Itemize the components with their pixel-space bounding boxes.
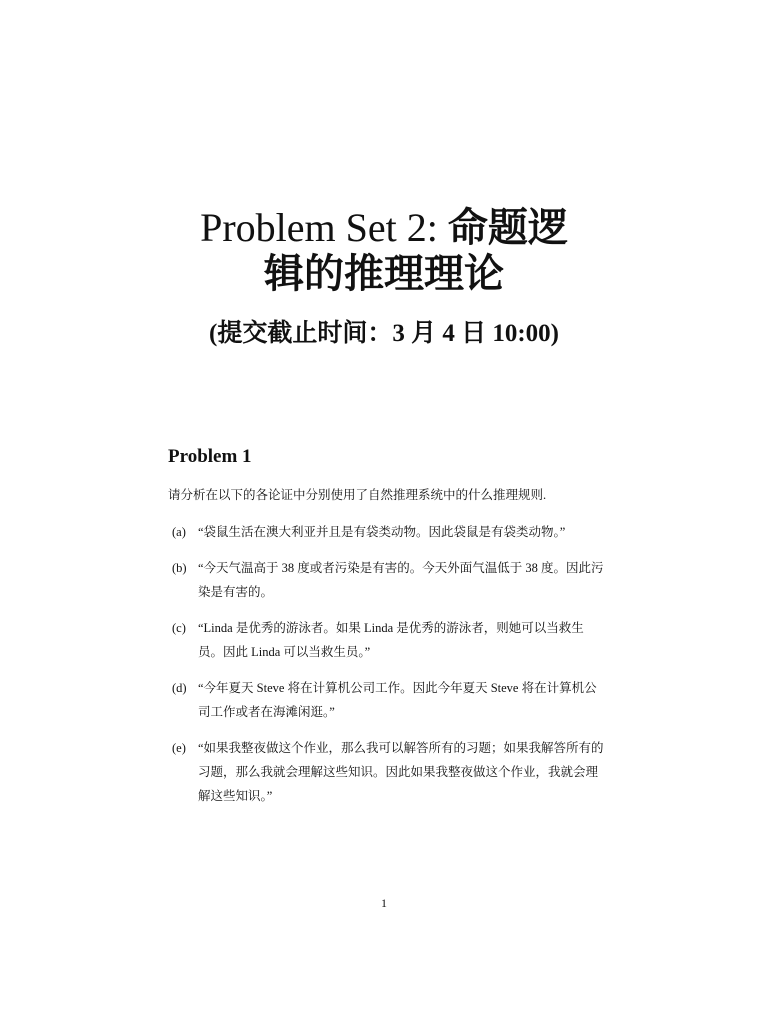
title-block <box>0 205 768 349</box>
problem-item-d <box>168 676 608 724</box>
item-text: “今天气温高于 38 度或者污染是有害的。今天外面气温低于 38 度。因此污染是有害的。 <box>198 561 604 599</box>
problem-item-b <box>168 556 608 604</box>
problem-item-a <box>168 520 608 544</box>
title-latin: Problem Set 2: <box>200 205 448 250</box>
problem-item-e <box>168 736 608 808</box>
title-cjk-part1: 命题逻 <box>447 205 568 250</box>
item-text: “如果我整夜做这个作业，那么我可以解答所有的习题；如果我解答所有的习题，那么我就会理解这些知识。因此如果我整夜做这个作业，我就会理解这些知识。” <box>198 741 604 803</box>
item-text: “Linda 是优秀的游泳者。如果 Linda 是优秀的游泳者，则她可以当救生员。因此 Linda 可以当救生员。” <box>198 621 584 659</box>
page-title <box>149 205 619 297</box>
item-marker: (b) <box>172 561 187 575</box>
item-marker: (e) <box>172 741 186 755</box>
item-marker: (d) <box>172 681 187 695</box>
deadline-subtitle: (提交截止时间：3 月 4 日 10:00) <box>209 320 559 347</box>
page-number: 1 <box>381 896 387 910</box>
problem-item-list <box>168 520 608 820</box>
problem-intro: 请分析在以下的各论证中分别使用了自然推理系统中的什么推理规则. <box>168 488 547 502</box>
title-cjk-part2: 辑的推理理论 <box>264 251 504 296</box>
problem-item-c <box>168 616 608 664</box>
item-marker: (a) <box>172 525 186 539</box>
item-text: “袋鼠生活在澳大利亚并且是有袋类动物。因此袋鼠是有袋类动物。” <box>198 525 566 539</box>
problem-heading: Problem 1 <box>168 446 252 467</box>
item-text: “今年夏天 Steve 将在计算机公司工作。因此今年夏天 Steve 将在计算机公司工作或者在海滩闲逛。” <box>198 681 597 719</box>
item-marker: (c) <box>172 621 186 635</box>
